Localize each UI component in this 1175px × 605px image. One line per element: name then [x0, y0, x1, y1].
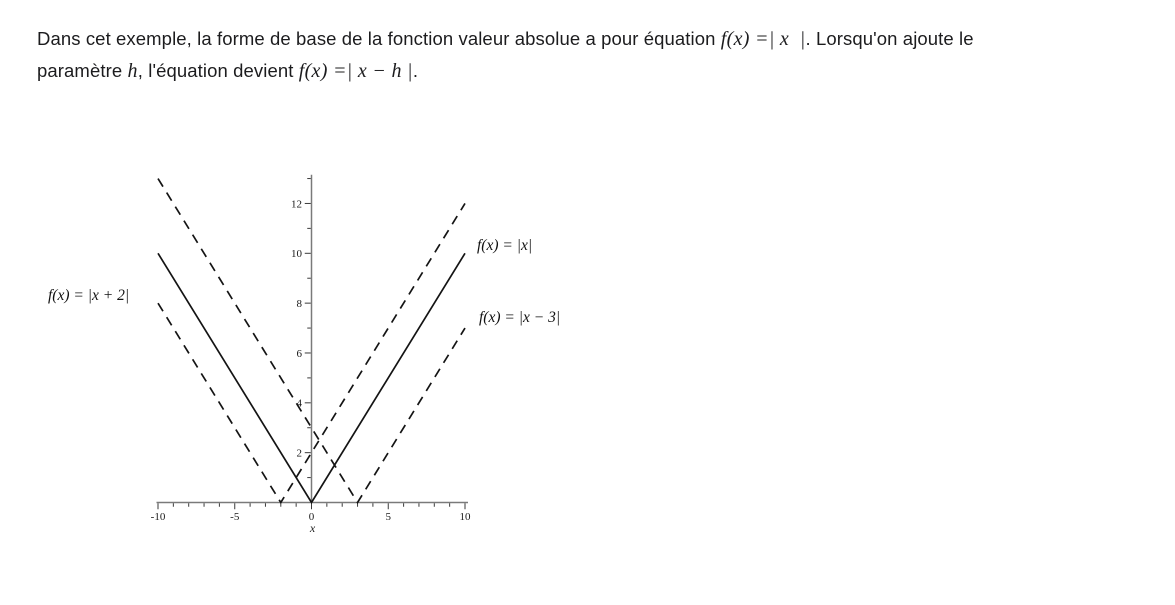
svg-text:2: 2: [296, 447, 302, 460]
svg-text:-5: -5: [230, 511, 240, 523]
svg-text:5: 5: [385, 511, 391, 523]
svg-text:10: 10: [459, 511, 471, 523]
axes: [157, 175, 469, 503]
curve-label-abs-x: f(x) = |x|: [477, 237, 533, 254]
curve-label-abs-x-plus-2: f(x) = |x + 2|: [48, 287, 130, 304]
math-f-of-x-equals-abs-x: f(x) =| x |: [720, 28, 806, 50]
curve-label-abs-x-minus-3: f(x) = |x − 3|: [479, 309, 561, 326]
intro-line2-text2: , l'équation devient: [137, 60, 299, 81]
svg-text:10: 10: [291, 248, 302, 261]
svg-text:-10: -10: [150, 511, 166, 523]
math-h-parameter: h: [127, 60, 138, 82]
x-axis-title: x: [309, 521, 316, 535]
svg-text:4: 4: [296, 397, 302, 410]
intro-line2-text3: .: [412, 60, 419, 81]
intro-line1-text1: Dans cet exemple, la forme de base de la fonction valeur absolue a pour équation: [37, 28, 721, 49]
intro-line1-text2: . Lorsqu'on ajoute le: [805, 28, 974, 49]
math-f-of-x-equals-abs-x-minus-h: f(x) =| x − h |: [298, 60, 413, 82]
svg-text:12: 12: [291, 198, 302, 211]
svg-text:0: 0: [308, 511, 315, 523]
svg-text:6: 6: [296, 347, 302, 360]
svg-text:8: 8: [296, 297, 302, 310]
intro-line2-text1: paramètre: [37, 60, 128, 81]
